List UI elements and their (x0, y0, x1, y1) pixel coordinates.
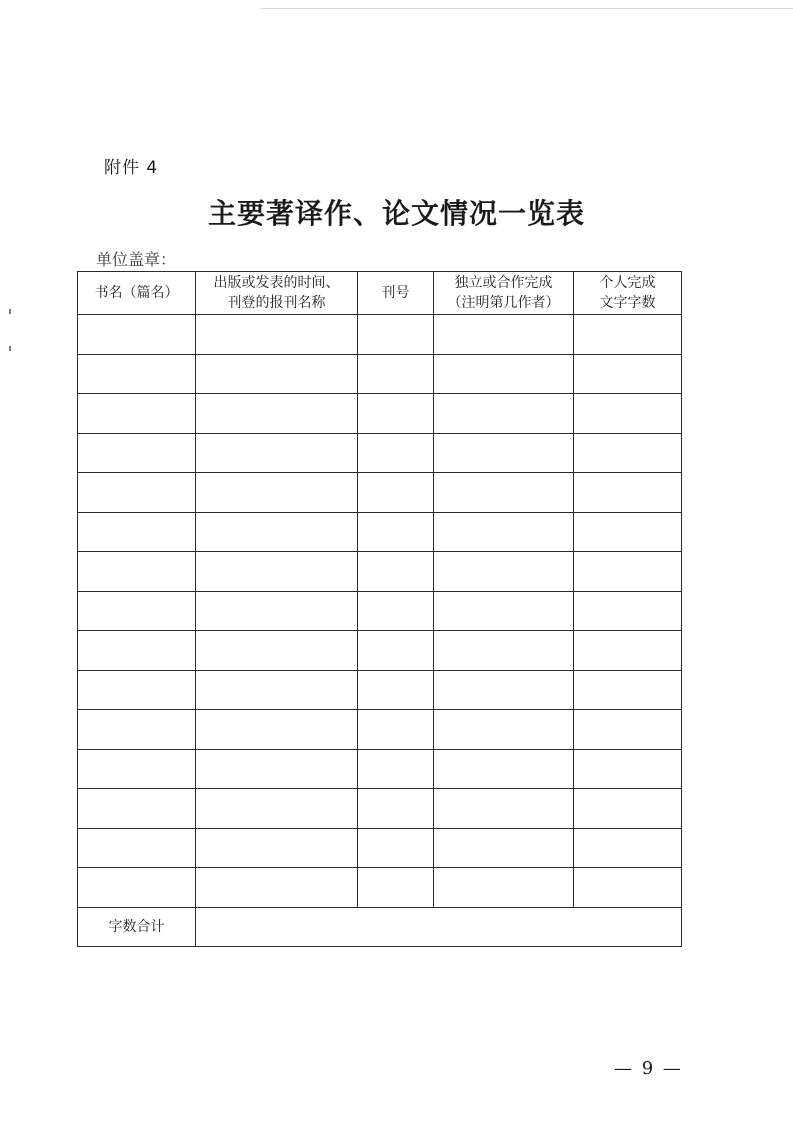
publication-cell[interactable] (196, 828, 358, 868)
authorship-cell[interactable] (434, 473, 574, 513)
publication-cell[interactable] (196, 749, 358, 789)
publication-cell[interactable] (196, 710, 358, 750)
publication-cell[interactable] (196, 315, 358, 355)
issue-number-cell[interactable] (358, 631, 434, 671)
table-row (78, 433, 682, 473)
word-count-cell[interactable] (574, 473, 682, 513)
header-issue-number: 刊号 (358, 272, 434, 315)
issue-number-cell[interactable] (358, 670, 434, 710)
word-count-cell[interactable] (574, 512, 682, 552)
word-count-cell[interactable] (574, 394, 682, 434)
publication-cell[interactable] (196, 670, 358, 710)
book-title-cell[interactable] (78, 473, 196, 513)
authorship-cell[interactable] (434, 710, 574, 750)
issue-number-cell[interactable] (358, 828, 434, 868)
issue-number-cell[interactable] (358, 354, 434, 394)
issue-number-cell[interactable] (358, 710, 434, 750)
word-count-cell[interactable] (574, 868, 682, 908)
issue-number-cell[interactable] (358, 473, 434, 513)
table-row (78, 868, 682, 908)
issue-number-cell[interactable] (358, 552, 434, 592)
issue-number-cell[interactable] (358, 868, 434, 908)
word-count-cell[interactable] (574, 631, 682, 671)
book-title-cell[interactable] (78, 828, 196, 868)
issue-number-cell[interactable] (358, 591, 434, 631)
book-title-cell[interactable] (78, 631, 196, 671)
table-row (78, 473, 682, 513)
book-title-cell[interactable] (78, 868, 196, 908)
issue-number-cell[interactable] (358, 789, 434, 829)
book-title-cell[interactable] (78, 670, 196, 710)
publication-cell[interactable] (196, 473, 358, 513)
book-title-cell[interactable] (78, 433, 196, 473)
scan-page-edge (260, 8, 793, 9)
publication-cell[interactable] (196, 631, 358, 671)
authorship-cell[interactable] (434, 828, 574, 868)
header-word-count: 个人完成 文字字数 (574, 272, 682, 315)
table-row (78, 710, 682, 750)
authorship-cell[interactable] (434, 868, 574, 908)
book-title-cell[interactable] (78, 354, 196, 394)
publication-cell[interactable] (196, 591, 358, 631)
book-title-cell[interactable] (78, 315, 196, 355)
authorship-cell[interactable] (434, 315, 574, 355)
table-row (78, 315, 682, 355)
total-label: 字数合计 (78, 907, 196, 946)
table-row (78, 631, 682, 671)
book-title-cell[interactable] (78, 789, 196, 829)
word-count-cell[interactable] (574, 789, 682, 829)
book-title-cell[interactable] (78, 552, 196, 592)
issue-number-cell[interactable] (358, 749, 434, 789)
header-book-title: 书名（篇名） (78, 272, 196, 315)
word-count-cell[interactable] (574, 315, 682, 355)
authorship-cell[interactable] (434, 631, 574, 671)
word-count-cell[interactable] (574, 710, 682, 750)
authorship-cell[interactable] (434, 354, 574, 394)
table-row (78, 552, 682, 592)
authorship-cell[interactable] (434, 749, 574, 789)
total-value-cell[interactable] (196, 907, 682, 946)
word-count-cell[interactable] (574, 433, 682, 473)
publication-cell[interactable] (196, 394, 358, 434)
authorship-cell[interactable] (434, 433, 574, 473)
word-count-cell[interactable] (574, 828, 682, 868)
table-row (78, 828, 682, 868)
word-count-cell[interactable] (574, 591, 682, 631)
table-row (78, 512, 682, 552)
header-publication-time: 出版或发表的时间、 刊登的报刊名称 (196, 272, 358, 315)
works-table (77, 271, 682, 947)
issue-number-cell[interactable] (358, 394, 434, 434)
authorship-cell[interactable] (434, 394, 574, 434)
page-number: — 9 — (614, 1058, 683, 1079)
authorship-cell[interactable] (434, 670, 574, 710)
authorship-cell[interactable] (434, 552, 574, 592)
scan-mark (9, 309, 11, 314)
issue-number-cell[interactable] (358, 512, 434, 552)
publication-cell[interactable] (196, 512, 358, 552)
total-row (78, 907, 682, 946)
attachment-label: 附件 4 (104, 158, 159, 178)
publication-cell[interactable] (196, 868, 358, 908)
book-title-cell[interactable] (78, 591, 196, 631)
publication-cell[interactable] (196, 354, 358, 394)
table-row (78, 670, 682, 710)
scan-mark (9, 346, 11, 351)
authorship-cell[interactable] (434, 512, 574, 552)
word-count-cell[interactable] (574, 552, 682, 592)
book-title-cell[interactable] (78, 749, 196, 789)
issue-number-cell[interactable] (358, 315, 434, 355)
word-count-cell[interactable] (574, 354, 682, 394)
book-title-cell[interactable] (78, 512, 196, 552)
book-title-cell[interactable] (78, 710, 196, 750)
table-row (78, 354, 682, 394)
unit-seal-label: 单位盖章： (96, 250, 177, 269)
publication-cell[interactable] (196, 552, 358, 592)
header-authorship: 独立或合作完成 （注明第几作者） (434, 272, 574, 315)
word-count-cell[interactable] (574, 749, 682, 789)
authorship-cell[interactable] (434, 591, 574, 631)
word-count-cell[interactable] (574, 670, 682, 710)
table-row (78, 591, 682, 631)
table-row (78, 394, 682, 434)
table-row (78, 789, 682, 829)
issue-number-cell[interactable] (358, 433, 434, 473)
book-title-cell[interactable] (78, 394, 196, 434)
publication-cell[interactable] (196, 433, 358, 473)
authorship-cell[interactable] (434, 789, 574, 829)
table-row (78, 749, 682, 789)
document-title: 主要著译作、论文情况一览表 (207, 197, 585, 230)
table-header-row (78, 272, 682, 315)
publication-cell[interactable] (196, 789, 358, 829)
